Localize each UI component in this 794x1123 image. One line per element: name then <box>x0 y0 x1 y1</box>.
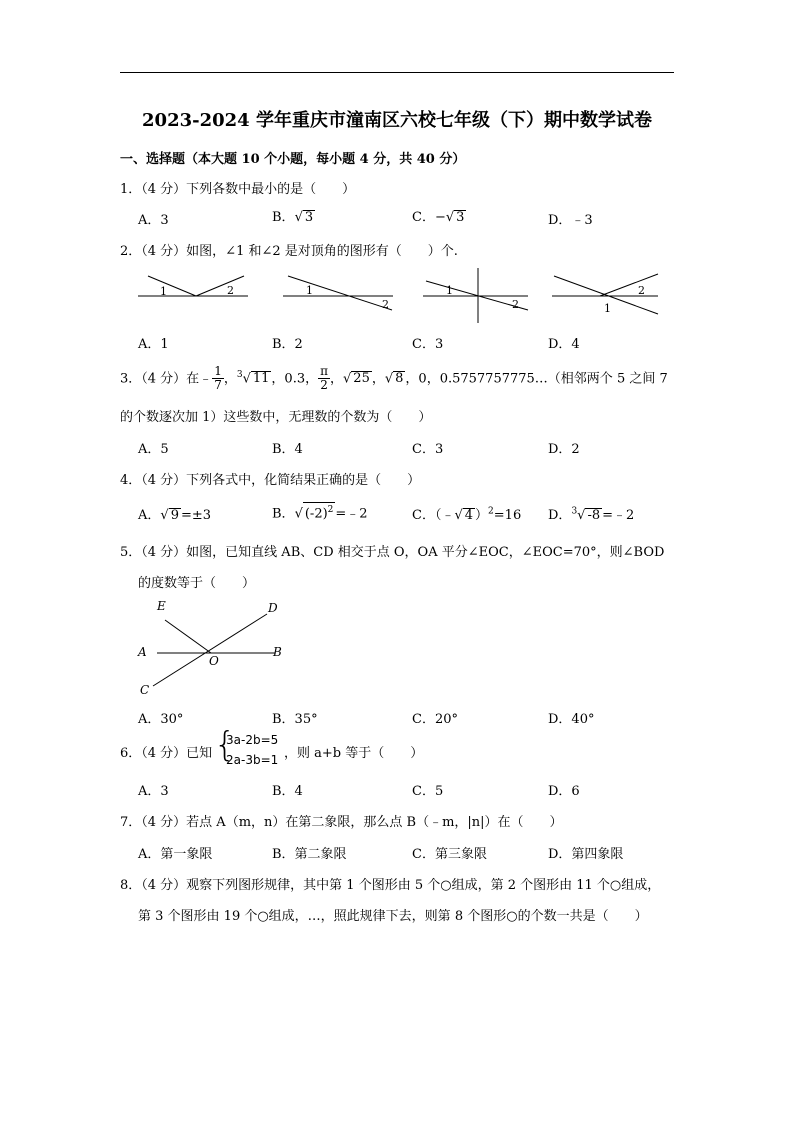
question-3-line-2: 的个数逐次加 1）这些数中，无理数的个数为（ ） <box>120 410 432 425</box>
q4-option-a: A．√ 9 =±3 <box>138 508 212 523</box>
q2-fig1-label-2: 2 <box>227 284 234 297</box>
q3-option-c: C．3 <box>412 442 444 457</box>
q1-option-c: C．−√ 3 <box>412 210 465 225</box>
q5-label-D: D <box>268 601 278 615</box>
question-3-line-1: 3．（4 分）在﹣ $\frac{1}{7}$ ，$^3$√ 11 ，0.3， $\frac{\pi}{2}$ ，√ 25 ，√ 8 ，0，0.5757757775…（相邻两个 5 之间 7 <box>120 364 668 393</box>
q5-label-B: B <box>273 645 282 659</box>
q3-pi-fraction: $\frac{\pi}{2}$ <box>320 364 328 393</box>
q2-figure-4 <box>552 274 658 315</box>
q5-figure <box>135 598 295 698</box>
q3-fraction: $\frac{1}{7}$ <box>214 364 222 393</box>
q5-label-E: E <box>157 599 166 613</box>
q4-option-d: D．$^3$√ -8 =﹣2 <box>548 506 635 523</box>
q6-brace: { <box>214 725 236 765</box>
q7-option-d: D．第四象限 <box>548 847 624 862</box>
q2-fig3-label-2: 2 <box>512 298 519 311</box>
q5-option-b: B．35° <box>272 712 318 727</box>
q2-fig4-label-2: 2 <box>638 284 645 297</box>
q1-option-b: B．√ 3 <box>272 210 314 225</box>
section-heading: 一、选择题（本大题 10 个小题，每小题 4 分，共 40 分） <box>120 152 466 167</box>
q2-fig1-label-1: 1 <box>160 285 167 298</box>
q2-fig4-label-1: 1 <box>604 302 611 315</box>
q2-option-b: B．2 <box>272 337 303 352</box>
question-6-post: ，则 a+b 等于（ ） <box>284 746 424 761</box>
q1-option-a: A．3 <box>138 213 169 228</box>
q3-option-b: B．4 <box>272 442 303 457</box>
question-5-line-2: 的度数等于（ ） <box>138 576 256 591</box>
q2-figure-1 <box>138 276 248 298</box>
q6-equation-2: 2a-3b=1 <box>226 753 279 767</box>
question-5-line-1: 5．（4 分）如图，已知直线 AB、CD 相交于点 O，OA 平分∠EOC，∠EOC=70°，则∠BOD <box>120 545 665 560</box>
q2-figure-3 <box>423 268 528 323</box>
q6-equation-1: 3a-2b=5 <box>226 733 279 747</box>
q2-fig2-label-2: 2 <box>382 298 389 311</box>
question-1-stem: 1．（4 分）下列各数中最小的是（ ） <box>120 182 356 197</box>
q6-option-c: C．5 <box>412 784 444 799</box>
q2-figures <box>130 268 730 318</box>
q7-option-a: A．第一象限 <box>138 847 213 862</box>
question-2-stem: 2．（4 分）如图，∠1 和∠2 是对顶角的图形有（ ）个. <box>120 244 458 259</box>
q5-option-c: C．20° <box>412 712 458 727</box>
q1-option-d: D．﹣3 <box>548 213 593 228</box>
q2-fig2-label-1: 1 <box>306 284 313 297</box>
q5-label-O: O <box>209 654 219 668</box>
q4-option-c: C．（﹣√ 4 ）$^2$=16 <box>412 506 522 523</box>
question-4-stem: 4．（4 分）下列各式中，化简结果正确的是（ ） <box>120 473 421 488</box>
q3-option-a: A．5 <box>138 442 169 457</box>
q2-option-a: A．1 <box>138 337 169 352</box>
q7-option-b: B．第二象限 <box>272 847 347 862</box>
q4-option-b: B．√ $(-2)^2$ =﹣2 <box>272 502 368 521</box>
q5-label-A: A <box>138 645 147 659</box>
q6-option-b: B．4 <box>272 784 303 799</box>
question-8-line-1: 8．（4 分）观察下列图形规律，其中第 1 个图形由 5 个○组成，第 2 个图形由 11 个○组成， <box>120 878 661 893</box>
q2-fig3-label-1: 1 <box>446 284 453 297</box>
page-title: 2023-2024 学年重庆市潼南区六校七年级（下）期中数学试卷 <box>142 110 652 131</box>
q2-figure-2 <box>283 276 393 311</box>
q5-option-a: A．30° <box>138 712 184 727</box>
q2-option-d: D．4 <box>548 337 580 352</box>
question-8-line-2: 第 3 个图形由 19 个○组成，…，照此规律下去，则第 8 个图形○的个数一共是（ ） <box>138 909 648 924</box>
q7-option-c: C．第三象限 <box>412 847 487 862</box>
q6-option-d: D．6 <box>548 784 580 799</box>
q6-system <box>226 730 278 770</box>
header-rule <box>120 72 674 73</box>
q2-option-c: C．3 <box>412 337 444 352</box>
question-6-pre: 6．（4 分）已知 <box>120 746 213 761</box>
q3-option-d: D．2 <box>548 442 580 457</box>
question-7-stem: 7．（4 分）若点 A（m，n）在第二象限，那么点 B（﹣m，|n|）在（ ） <box>120 815 563 830</box>
q6-option-a: A．3 <box>138 784 169 799</box>
q5-label-C: C <box>140 683 150 697</box>
q5-option-d: D．40° <box>548 712 595 727</box>
